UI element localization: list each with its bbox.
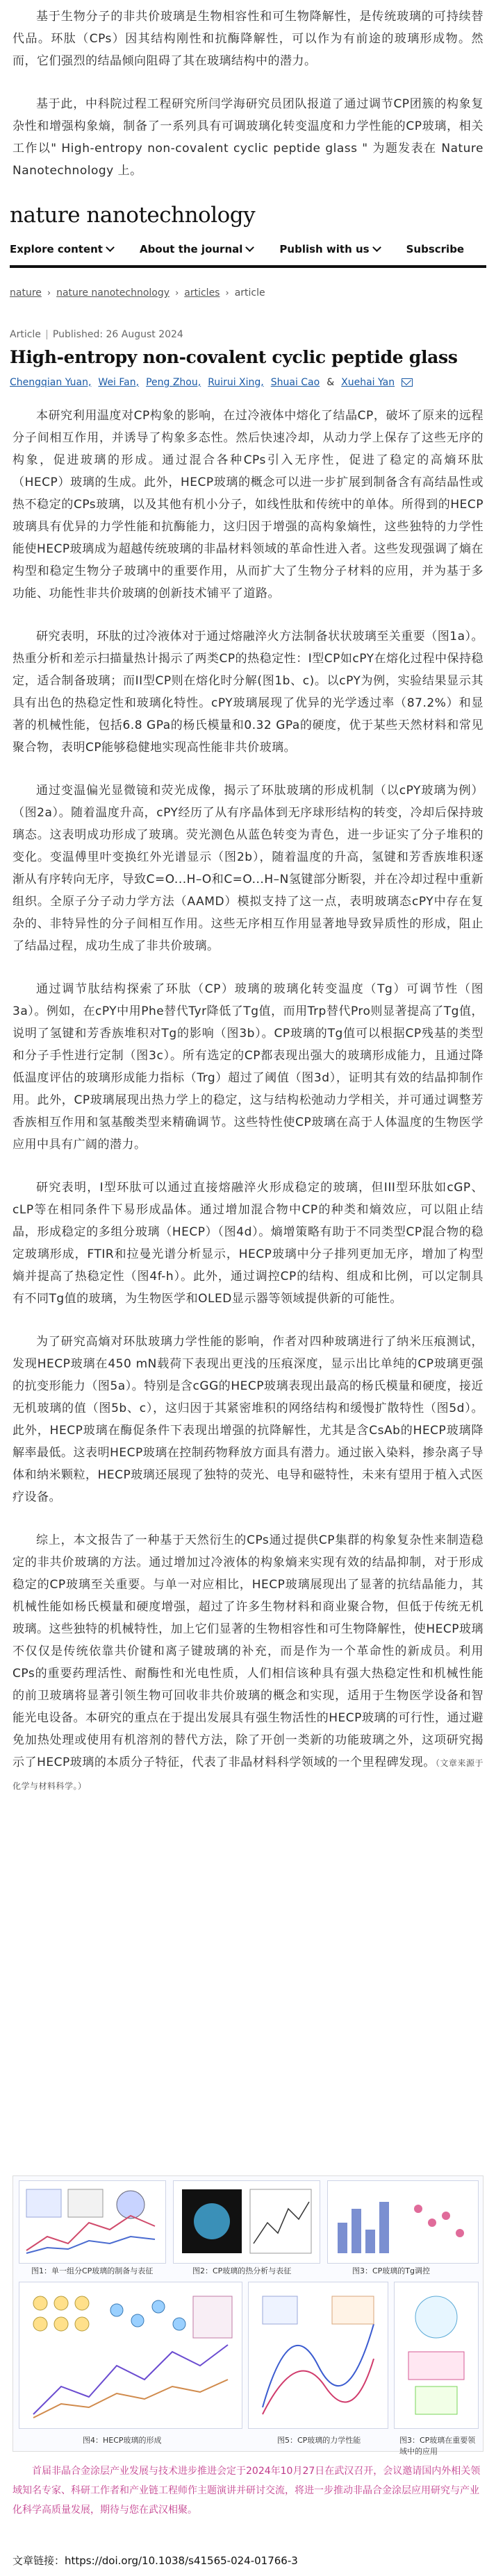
figure-panel <box>173 2180 320 2264</box>
panel-graphic <box>19 2181 165 2263</box>
panel-graphic <box>395 2282 478 2428</box>
body-paragraph: 为了研究高熵对环肽玻璃力学性能的影响，作者对四种玻璃进行了纳米压痕测试，发现HECP玻璃在450 mN载荷下表现出更浅的压痕深度，显示出比单纯的CP玻璃更强的抗变形能力（图5a）。特别是含cGG的HECP玻璃表现出最高的杨氏模量和硬度，接近无机玻璃的值（图5b、c），这归因于其紧密堆积的网络结构和缓慢扩散特性（图5d）。此外，HECP玻璃在酶促条件下表现出增强的抗降解性，尤其是含CsAb的HECP玻璃降解率最低。这表明HECP玻璃在控制药物释放方面具有潜力。通过嵌入染料，掺杂离子导体和纳米颗粒，HECP玻璃还展现了独特的荧光、电导和磁特性，未来有望用于植入式医疗设备。 <box>13 1335 483 1504</box>
source-note: （文章来源于化学与材料科学。） <box>13 1758 483 1791</box>
article-meta <box>10 329 486 340</box>
figure-collage <box>13 2175 483 2456</box>
breadcrumb-current: article <box>234 287 265 298</box>
figure-panel <box>327 2180 479 2264</box>
nav-about-journal[interactable]: About the journal <box>140 243 253 255</box>
figure-caption: 图4：HECP玻璃的形成 <box>83 2436 162 2445</box>
author-list <box>10 377 486 388</box>
figure-caption: 图1：单一组分CP玻璃的制备与表征 <box>31 2266 154 2275</box>
chevron-right-icon: › <box>175 287 179 298</box>
panel-graphic <box>249 2282 388 2428</box>
figure-caption: 图2：CP玻璃的热分析与表征 <box>192 2266 292 2275</box>
nav-explore-content[interactable]: Explore content <box>10 243 113 255</box>
breadcrumb-articles[interactable]: articles <box>184 287 220 298</box>
breadcrumb-nature[interactable]: nature <box>10 287 42 298</box>
article-title: High-entropy non-covalent cyclic peptide glass <box>10 347 458 367</box>
body-paragraph <box>13 1529 483 1797</box>
author-link[interactable]: Wei Fan, <box>98 377 140 388</box>
chevron-right-icon: › <box>47 287 51 298</box>
panel-graphic <box>19 2282 242 2428</box>
body-paragraph: 研究表明，环肽的过冷液体对于通过熔融淬火方法制备状状玻璃至关重要（图1a）。热重分析和差示扫描量热计揭示了两类CP的热稳定性：I型CP如cPY在熔化过程中保持稳定，适合制备玻璃；而II型CP则在熔化时分解(图1b、c)。以cPY为例，实验结果显示其具有出色的热稳定性和玻璃化特性。cPY玻璃展现了优异的光学透过率（87.2%）和显著的机械性能，包括6.8 GPa的杨氏模量和0.32 GPa的硬度，优于某些天然材料和常见聚合物，表明CP能够稳健地实现高性能非共价玻璃。 <box>13 630 483 755</box>
breadcrumb <box>10 287 486 298</box>
panel-graphic <box>328 2181 478 2263</box>
body-paragraph: 通过变温偏光显微镜和荧光成像，揭示了环肽玻璃的形成机制（以cPY玻璃为例）（图2a）。随着温度升高，cPY经历了从有序晶体到无序球形结构的转变，冷却后保持玻璃态。这表明成功形成了玻璃。荧光测色从蓝色转变为青色，进一步证实了分子堆积的变化。变温傅里叶变换红外光谱显示（图2b），随着温度的升高，氢键和芳香族堆积逐渐从有序转向无序，导致C=O...H–O和C=O...H–N氢键部分断裂，并在冷却过程中重新组织。全原子分子动力学方法（AAMD）模拟支持了这一点，表明玻璃态cPY中存在复杂的、非特异性的分子间相互作用。这些无序相互作用显著地导致异质性的形成，阻止了结晶过程，成功生成了非共价玻璃。 <box>13 784 483 953</box>
body-paragraph: 本研究利用温度对CP构象的影响，在过冷液体中熔化了结晶CP，破坏了原来的远程分子间相互作用，并诱导了构象多态性。然后快速冷却，从动力学上保存了这些无序的构象，促进玻璃的形成。通过混合各种CPs引入无序性，促进了稳定的高熵环肽（HECP）玻璃的生成。此外，HECP玻璃的概念可以进一步扩展到制备含有高结晶性或热不稳定的CPs玻璃，以及其他有机小分子，如线性肽和传统中的单体。所得到的HECP玻璃具有优异的力学性能和抗酶能力，这归因于增强的高构象熵性，这些独特的力学性能使HECP玻璃成为超越传统玻璃的非晶材料领域的革命性进入者。这些发现强调了熵在构型和稳定生物分子玻璃中的重要作用，从而扩大了生物分子材料的应用，并为基于多功能、功能性非共价玻璃的创新技术铺平了道路。 <box>13 409 483 600</box>
author-link[interactable]: Xuehai Yan <box>341 377 395 388</box>
event-announcement: 首届非晶合金涂层产业发展与技术进步推进会定于2024年10月27日在武汉召开，会议邀请国内外相关领域知名专家、科研工作者和产业链工程师作主题演讲并研讨交流，将进一步推动非晶合金涂层应用研究与产业化科学高质量发展，期待与您在武汉相聚。 <box>13 2466 481 2516</box>
journal-nav <box>10 243 486 268</box>
chevron-down-icon <box>106 243 115 252</box>
panel-graphic <box>174 2181 320 2263</box>
body-paragraph: 研究表明，I型环肽可以通过直接熔融淬火形成稳定的玻璃，但III型环肽如cGP、cLP等在相同条件下易形成晶体。通过增加混合物中CP的种类和熵效应，可以阻止结晶，形成稳定的多组分玻璃（HECP）（图4d）。熵增策略有助于不同类型CP混合物的稳定玻璃形成，FTIR和拉曼光谱分析显示，HECP玻璃中分子排列更加无序，增加了构型熵并提高了热稳定性（图4f-h）。此外，通过调控CP的结构、组成和比例，可以定制具有不同Tg值的玻璃，为生物医学和OLED显示器等领域提供新的可能性。 <box>13 1181 483 1306</box>
chevron-right-icon: › <box>225 287 229 298</box>
figure-caption: 图3：CP玻璃在重要领域中的应用 <box>399 2436 476 2456</box>
nav-subscribe[interactable]: Subscribe <box>406 243 465 255</box>
journal-logo[interactable]: nature nanotechnology <box>10 203 256 228</box>
author-link[interactable]: Ruirui Xing, <box>208 377 264 388</box>
breadcrumb-journal[interactable]: nature nanotechnology <box>56 287 170 298</box>
intro-paragraph-2: 基于此，中科院过程工程研究所闫学海研究员团队报道了通过调节CP团簇的构象复杂性和增强构象熵，制备了一系列具有可调玻璃化转变温度和力学性能的CP玻璃，相关工作以" High-entropy non-covalent cyclic peptide glass " 为题发表在 Nature Nanotechnology 上。 <box>13 97 483 178</box>
author-ampersand: & <box>326 377 335 388</box>
chevron-down-icon <box>246 243 255 252</box>
author-link[interactable]: Peng Zhou, <box>146 377 201 388</box>
figure-panel <box>394 2282 479 2429</box>
intro-paragraph-1: 基于生物分子的非共价玻璃是生物相容性和可生物降解性，是传统玻璃的可持续替代品。环肽（CPs）因其结构刚性和抗酶降解性，可以作为有前途的玻璃形成物。然而，它们强烈的结晶倾向阻碍了其在玻璃结构中的潜力。 <box>13 10 483 68</box>
body-paragraph: 通过调节肽结构探索了环肽（CP）玻璃的玻璃化转变温度（Tg）可调节性（图3a）。例如，在cPY中用Phe替代Tyr降低了Tg值，而用Trp替代Pro则显著提高了Tg值，说明了氢键和芳香族堆积对Tg的影响（图3b）。CP玻璃的Tg值可以根据CP残基的类型和分子手性进行定制（图3c）。所有选定的CP都表现出强大的玻璃形成能力，且通过降低温度评估的玻璃形成能力指标（Trg）超过了阈值（图3d），证明其有效的结晶抑制作用。此外，CP玻璃展现出热力学上的稳定，这与结构松弛动力学相关，并可通过调整芳香族相互作用和氢基酸类型来精确调节。这些特性使CP玻璃在高于人体温度的生物医学应用中具有广阔的潜力。 <box>13 982 483 1152</box>
nav-publish-with-us[interactable]: Publish with us <box>279 243 379 255</box>
figure-caption: 图3：CP玻璃的Tg调控 <box>352 2266 431 2275</box>
chevron-down-icon <box>372 243 381 252</box>
figure-caption: 图5：CP玻璃的力学性能 <box>277 2436 361 2445</box>
figure-panel <box>248 2282 388 2429</box>
published-date: Published: 26 August 2024 <box>52 329 183 340</box>
figure-panel <box>19 2180 166 2264</box>
source-link[interactable]: 文章链接：https://doi.org/10.1038/s41565-024-01766-3 <box>13 2554 298 2567</box>
figure-panel <box>19 2282 242 2429</box>
author-link[interactable]: Chengqian Yuan, <box>10 377 92 388</box>
nature-article-header <box>3 203 493 388</box>
article-type: Article <box>10 329 41 340</box>
summary-text: 综上，本文报告了一种基于天然衍生的CPs通过提供CP集群的构象复杂性来制造稳定的非共价玻璃的方法。通过增加过冷液体的构象熵来实现有效的结晶抑制，对于形成稳定的CP玻璃至关重要。与单一对应相比，HECP玻璃展现出了显著的抗结晶能力，其机械性能如杨氏模量和硬度增强，超过了许多生物材料和商业聚合物，但低于传统无机玻璃。这些独特的机械特性，加上它们显著的生物相容性和可生物降解性，使HECP玻璃不仅仅是传统依靠共价键和离子键玻璃的补充，而是作为一个革命性的新成员。利用CPs的重要药理活性、耐酶性和光电性质，人们相信该种具有强大热稳定性和机械性能的前卫玻璃将显著引领生物可回收非共价玻璃的概念和实现，适用于生物医学设备和智能光电设备。本研究的重点在于提出发展具有强生物活性的HECP玻璃的可行性，通过避免加热处理或使用有机溶剂的替代方法，除了开创一类新的功能玻璃之外，这项研究揭示了HECP玻璃的本质分子特征，代表了非晶材料科学领域的一个里程碑发现。 <box>13 1533 483 1769</box>
mail-icon[interactable] <box>402 378 413 387</box>
author-link[interactable]: Shuai Cao <box>270 377 320 388</box>
